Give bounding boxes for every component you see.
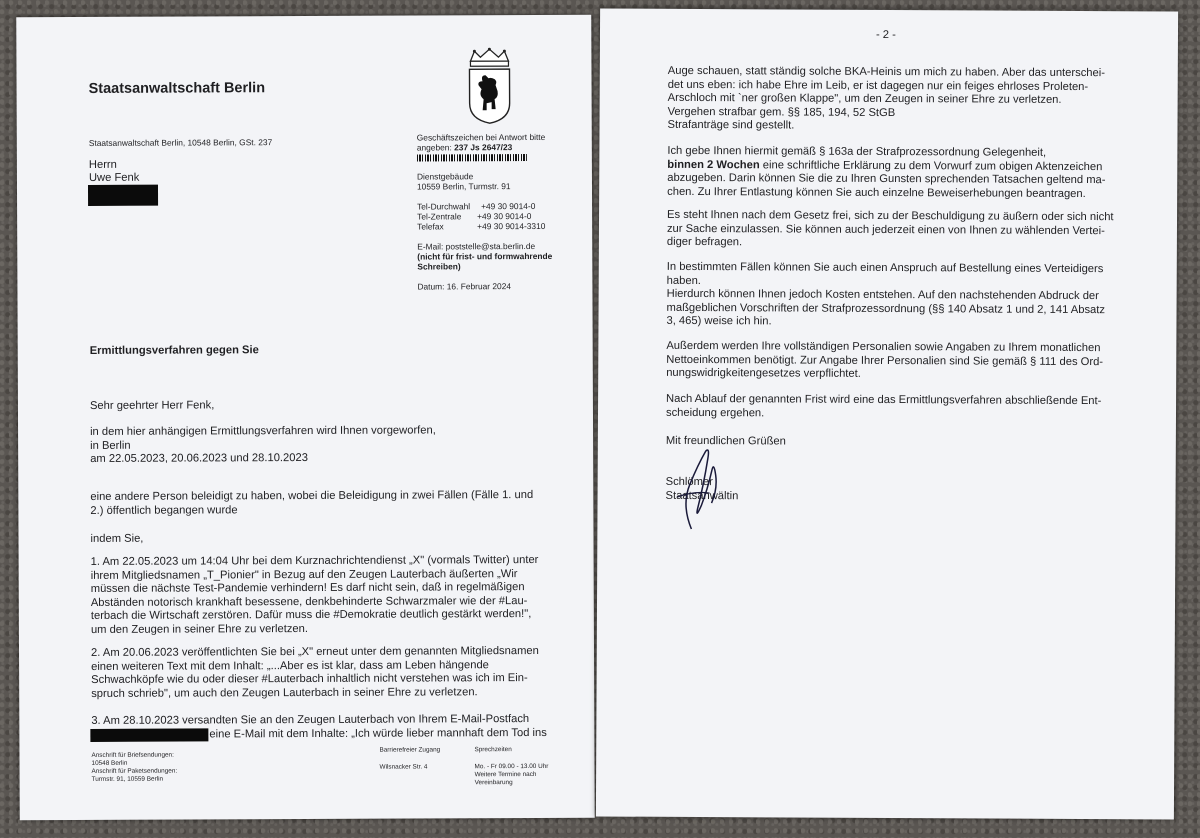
personal-data-paragraph <box>666 340 1136 383</box>
personal-data-line: Nettoeinkommen benötigt. Zur Angabe Ihrer Personalien sind Sie gemäß § 111 des Ord- <box>666 353 1104 368</box>
closing-line: Mit freundlichen Grüßen <box>665 434 786 448</box>
case-1-line: um den Zeugen in seiner Ehre zu verletzen. <box>90 622 308 636</box>
rights-line: diger befragen. <box>666 236 743 249</box>
continuation-line: Vergehen strafbar gem. §§ 185, 194, 52 StGB <box>667 105 896 119</box>
deadline-text: binnen 2 Wochen <box>667 158 760 171</box>
barcode-icon <box>417 154 527 161</box>
rights-line: zur Sache einzulassen. Sie können auch jederzeit einen von Ihnen zu wählenden Vertei- <box>666 222 1105 237</box>
footer-hours-1: Mo. - Fr 09.00 - 13.00 Uhr <box>474 762 549 771</box>
authority-name: Staatsanwaltschaft Berlin <box>88 80 266 97</box>
berlin-coat-of-arms-icon <box>464 47 514 125</box>
case-2-paragraph <box>91 645 561 701</box>
tel-direct-label: Tel-Durchwahl <box>417 201 471 212</box>
intro-paragraph <box>90 424 550 467</box>
continuation-line: Strafanträge sind gestellt. <box>667 119 795 132</box>
case-3-line-1: 3. Am 28.10.2023 versandten Sie an den Zeugen Lauterbach von Ihrem E-Mail-Postfach <box>91 713 530 727</box>
hearing-line: Ich gebe Ihnen hiermit gemäß § 163a der Strafprozessordnung Gelegenheit, <box>667 144 1047 159</box>
tel-central: +49 30 9014-0 <box>477 211 532 222</box>
tel-central-label: Tel-Zentrale <box>417 211 462 222</box>
defender-line: In bestimmten Fällen können Sie auch einen Anspruch auf Bestellung eines Verteidigers <box>666 260 1104 276</box>
greeting: Sehr geehrter Herr Fenk, <box>89 399 215 412</box>
page-number: - 2 - <box>875 28 896 42</box>
footer-letters-address: 10548 Berlin <box>91 759 128 767</box>
case-2-line: Schwachköpfe wie du oder dieser #Lauterbach inhaltlich nicht verstehen was ich im Ein- <box>91 672 528 687</box>
signer-name: Schlömer <box>665 475 713 489</box>
footer-hours-3: Vereinbarung <box>474 779 513 787</box>
charge-line: eine andere Person beleidigt zu haben, wobei die Beleidigung in zwei Fällen (Fälle 1. und <box>90 489 534 503</box>
reference-number: 237 Js 2647/23 <box>454 142 513 153</box>
recipient-name: Uwe Fenk <box>88 171 140 184</box>
letter-date: Datum: 16. Februar 2024 <box>417 281 512 292</box>
personal-data-line: Außerdem werden Ihre vollständigen Personalien sowie Angaben zu Ihrem monatlichen <box>666 339 1101 355</box>
email-address: poststelle@sta.berlin.de <box>445 240 536 252</box>
building-address: 10559 Berlin, Turmstr. 91 <box>416 181 511 192</box>
hearing-line: abzugeben. Darin können Sie die zu Ihren Gunsten sprechenden Tatsachen geltend ma- <box>667 172 1106 187</box>
fax: +49 30 9014-3310 <box>477 220 546 232</box>
email-label: E-Mail: <box>417 241 444 252</box>
footer-hours-2: Weitere Termine nach <box>474 770 537 779</box>
hearing-paragraph <box>667 145 1137 202</box>
intro-line: am 22.05.2023, 20.06.2023 und 28.10.2023 <box>90 452 308 466</box>
footer-access-address: Wilsnacker Str. 4 <box>379 763 428 771</box>
continuation-line: Auge schauen, statt ständig solche BKA-Heinis um mich zu haben. Aber das unterschei- <box>667 64 1106 80</box>
hearing-line-rest: eine schriftliche Erklärung zu dem Vorwurf zum obigen Aktenzeichen <box>759 158 1103 173</box>
personal-data-line: nungswidrigkeitengesetzes verpflichtet. <box>666 367 861 381</box>
footer-access-label: Barrierefreier Zugang <box>379 746 441 754</box>
intro-line: in dem hier anhängigen Ermittlungsverfahren wird Ihnen vorgeworfen, <box>90 424 436 438</box>
decision-line: Nach Ablauf der genannten Frist wird eine das Ermittlungsverfahren abschließende Ent- <box>666 392 1102 408</box>
building-label: Dienstgebäude <box>416 171 474 182</box>
charge-paragraph <box>90 489 560 518</box>
case-2-line: spruch schrieb", um auch den Zeugen Lauterbach in seiner Ehre zu verletzen. <box>91 686 478 700</box>
reference-label: Geschäftszeichen bei Antwort bitte <box>416 131 546 143</box>
footer-parcels-address: Turmstr. 91, 10559 Berlin <box>91 775 164 783</box>
defender-line: 3, 465) weise ich hin. <box>666 315 772 328</box>
case-1-line: 1. Am 22.05.2023 um 14:04 Uhr bei dem Kurznachrichtendienst „X" (vormals Twitter) unter <box>90 553 539 568</box>
case-2-line: 2. Am 20.06.2023 veröffentlichten Sie bei „X" erneut unter dem genannten Mitgliedsnamen <box>90 644 539 659</box>
subject-line: Ermittlungsverfahren gegen Sie <box>89 344 259 357</box>
decision-paragraph <box>666 393 1136 423</box>
case-1-line: ihrem Mitgliedsnamen „T_Pionier" in Bezug auf den Zeugen Lauterbach äußerten „Wir <box>90 567 518 582</box>
email-note-2: Schreiben) <box>417 261 461 272</box>
defender-paragraph <box>666 261 1136 331</box>
defender-line: haben. <box>666 274 701 287</box>
fax-label: Telefax <box>417 221 444 232</box>
continuation-line: det uns eben: ich habe Ehre im Leib, er ist dagegen nur ein feiges ehrloses Proleten- <box>667 78 1089 93</box>
case-3-line-2: eine E-Mail mit dem Inhalte: „Ich würde lieber mannhaft dem Tod ins <box>209 726 547 741</box>
defender-line: maßgeblichen Vorschriften der Strafprozessordnung (§§ 140 Absatz 1 und 2, 141 Absatz <box>666 301 1106 316</box>
signer-title: Staatsanwältin <box>665 489 739 503</box>
defender-line: Hierdurch können Ihnen jedoch Kosten entstehen. Auf den nachstehenden Abdruck der <box>666 288 1099 303</box>
charge-line: 2.) öffentlich begangen wurde <box>90 503 238 517</box>
redaction-address <box>88 185 158 206</box>
letter-page-1 <box>16 15 594 821</box>
rights-line: Es steht Ihnen nach dem Gesetz frei, sich zu der Beschuldigung zu äußern oder sich nicht <box>667 208 1114 224</box>
case-1-line: Abständen notorisch krankhaft besessene, denkbehinderte Schwarzmaler wie der #Lau- <box>90 594 528 609</box>
indem-line: indem Sie, <box>90 532 144 545</box>
recipient-salutation: Herrn <box>88 158 117 171</box>
letter-page-2 <box>596 8 1178 819</box>
sender-line: Staatsanwaltschaft Berlin, 10548 Berlin, GSt. 237 <box>88 137 273 148</box>
email-note-1: (nicht für frist- und formwahrende <box>417 250 553 262</box>
hearing-line: chen. Zu Ihrer Entlastung können Sie auch einzelne Beweiserhebungen beantragen. <box>667 185 1086 200</box>
redaction-email <box>90 728 208 742</box>
intro-line: in Berlin <box>90 439 131 452</box>
signature-icon <box>671 445 731 535</box>
tel-direct: +49 30 9014-0 <box>481 200 536 212</box>
case-1-line: müssen die nächste Test-Pandemie verhindern! Es darf nicht sein, daß in regelmäßigen <box>90 581 525 596</box>
reference-prefix: angeben: <box>416 142 452 153</box>
case-2-line: einen weiteren Text mit dem Inhalt: „...Aber es ist klar, dass am Leben hängende <box>91 658 489 673</box>
footer-hours-label: Sprechzeiten <box>474 746 512 754</box>
continuation-line: Arschloch mit `ner großen Klappe", um den Zeugen in seiner Ehre zu verletzen. <box>667 92 1062 107</box>
reference-line <box>417 142 513 153</box>
continuation-paragraph <box>667 65 1132 135</box>
rights-paragraph <box>667 209 1137 252</box>
footer-parcels-label: Anschrift für Paketsendungen: <box>91 767 178 775</box>
case-1-paragraph <box>91 554 561 638</box>
case-1-line: terbach die Wirtschaft zerstören. Dafür muss die #Demokratie deutlich gestärkt werden!", <box>90 608 532 623</box>
decision-line: scheidung ergehen. <box>665 406 765 419</box>
footer-letters-label: Anschrift für Briefsendungen: <box>91 751 174 759</box>
